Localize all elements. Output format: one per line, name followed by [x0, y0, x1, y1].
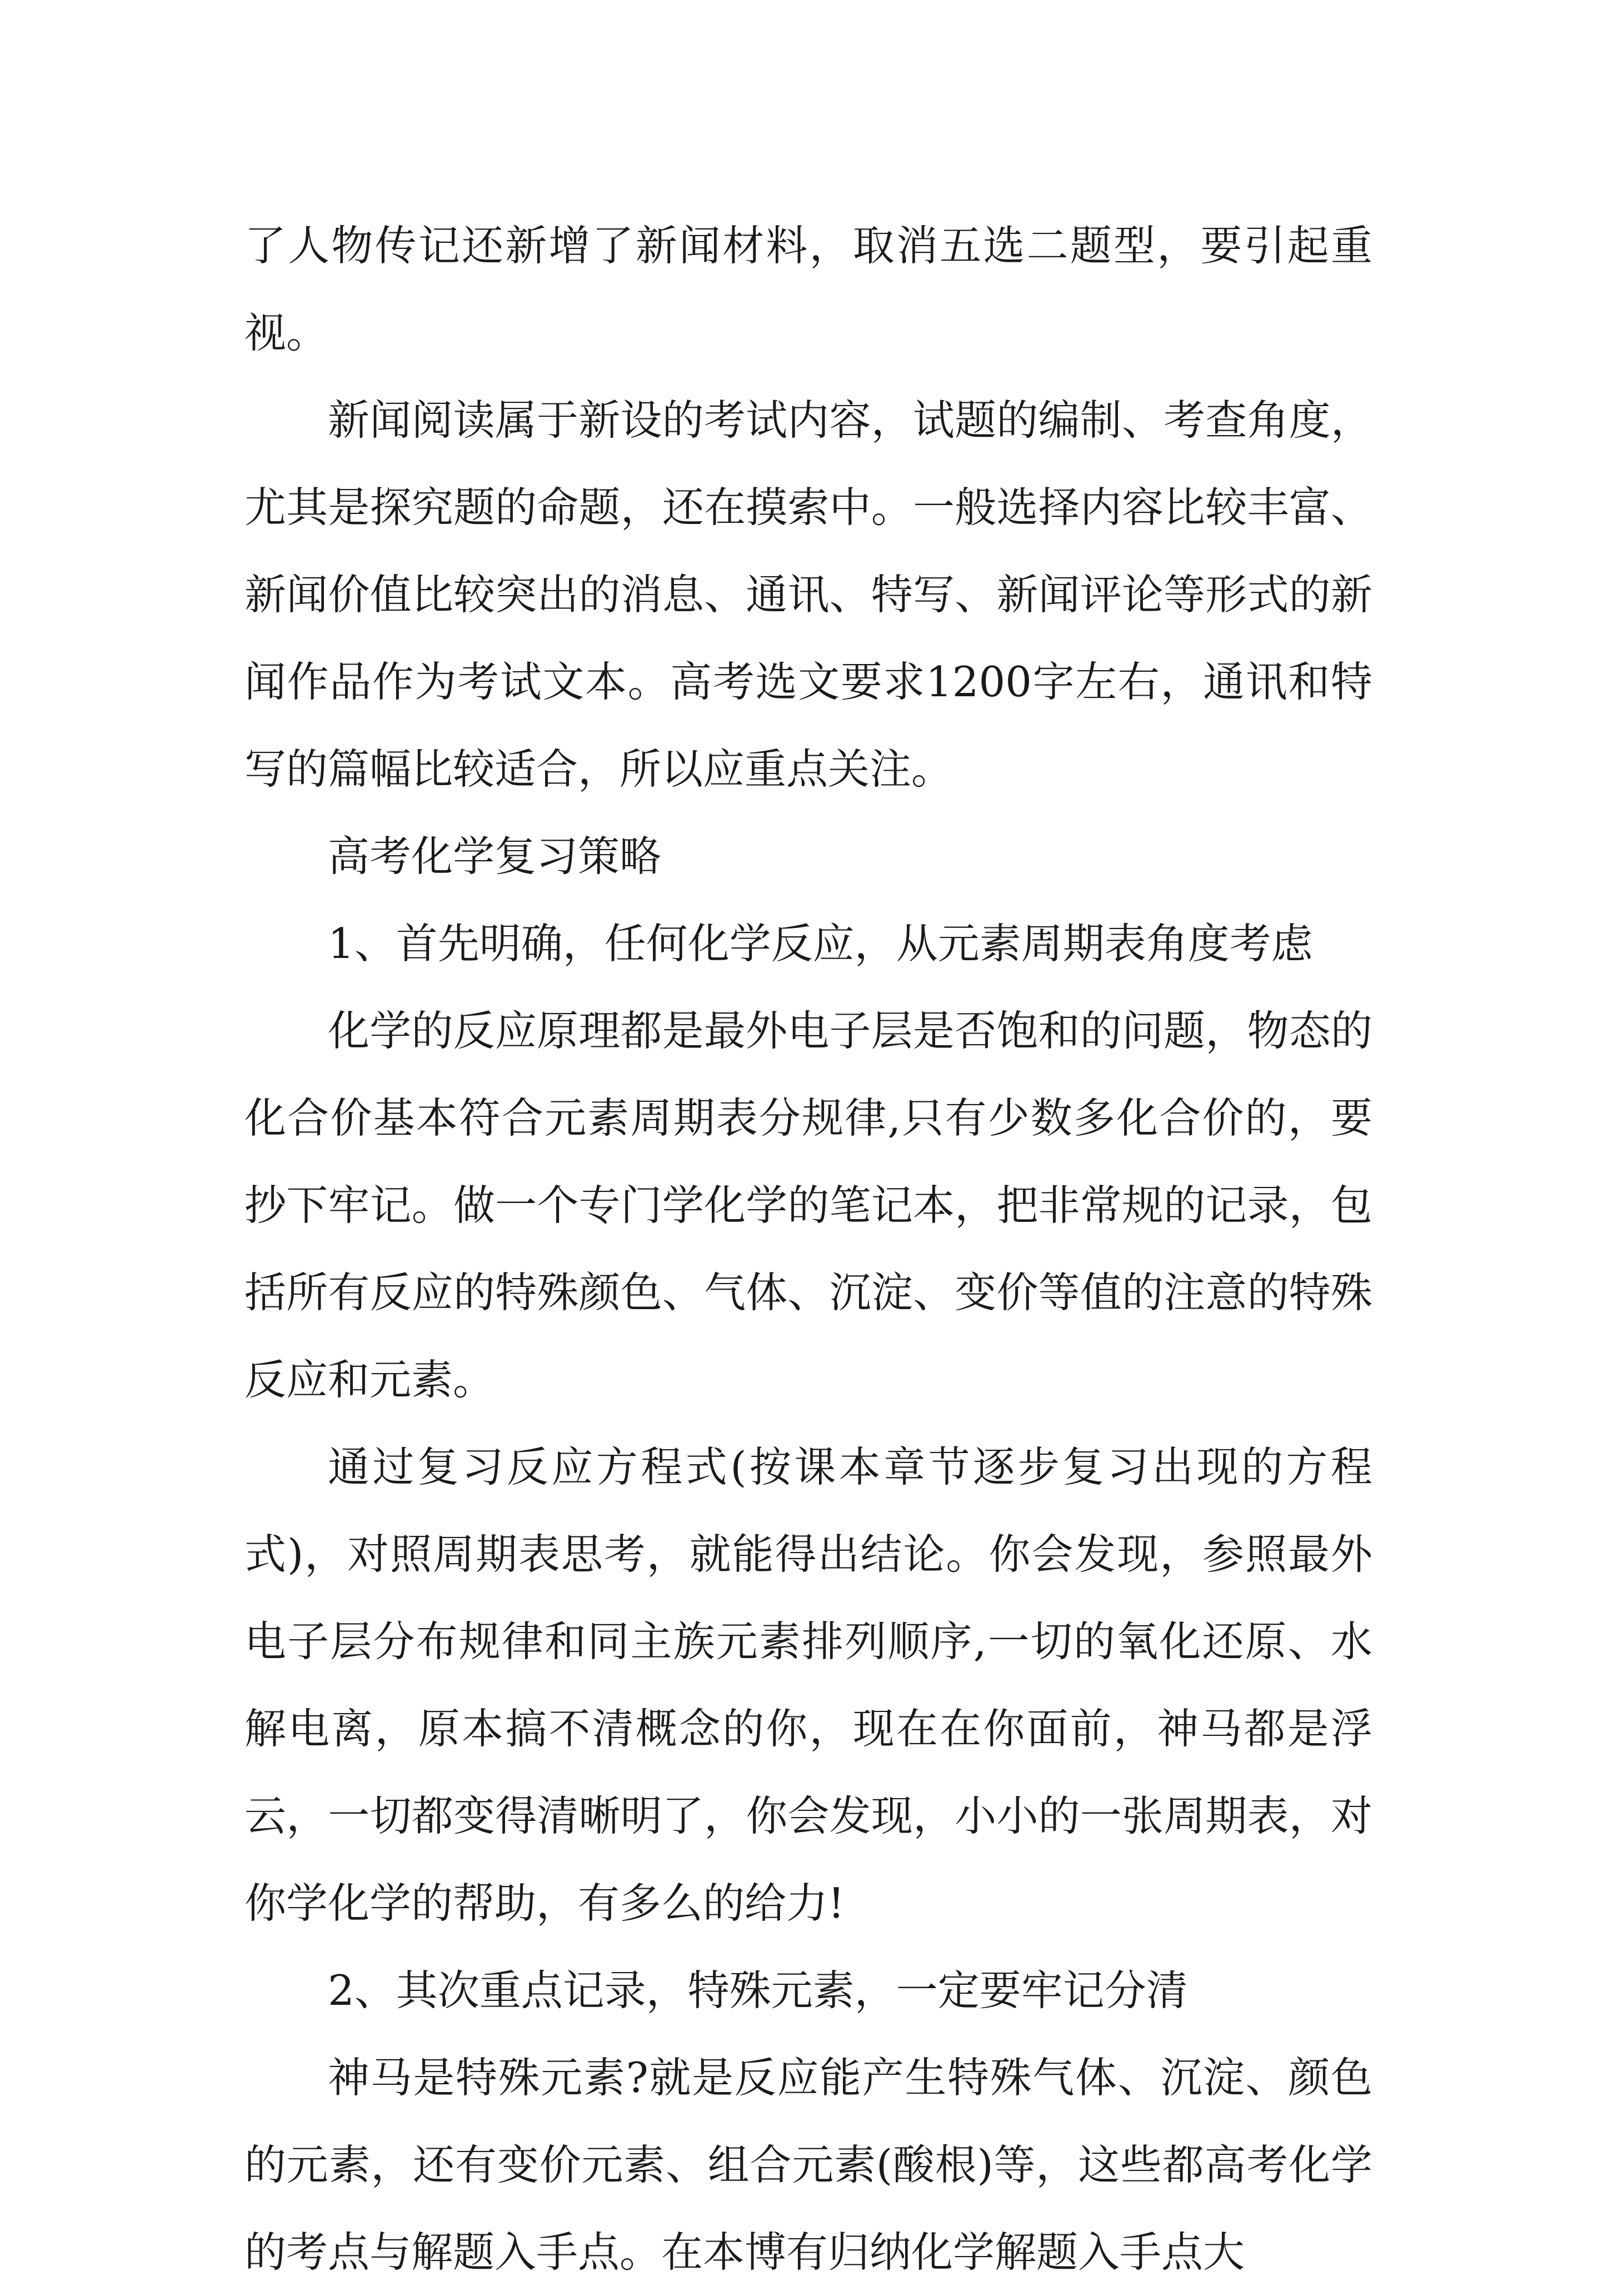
- paragraph-reaction-principle: 化学的反应原理都是最外电子层是否饱和的问题，物态的化合价基本符合元素周期表分规律,只有少数多化合价的，要抄下牢记。做一个专门学化学的笔记本，把非常规的记录，包括所有反应的特殊颜色、气体、沉淀、变价等值的注意的特殊反应和元素。: [244, 1006, 1372, 1404]
- paragraph-news-reading: 新闻阅读属于新设的考试内容，试题的编制、考查角度，尤其是探究题的命题，还在摸索中。一般选择内容比较丰富、新闻价值比较突出的消息、通讯、特写、新闻评论等形式的新闻作品作为考试文本。高考选文要求1200字左右，通讯和特写的篇幅比较适合，所以应重点关注。: [244, 396, 1372, 793]
- paragraph-special-elements: 神马是特殊元素?就是反应能产生特殊气体、沉淀、颜色的元素，还有变价元素、组合元素(酸根)等，这些都高考化学的考点与解题入手点。在本博有归纳化学解题入手点大: [244, 2053, 1372, 2277]
- subheading-point-2: 2、其次重点记录，特殊元素，一定要牢记分清: [328, 1966, 1188, 2015]
- section-heading-chemistry-strategy: 高考化学复习策略: [328, 832, 662, 881]
- document-body: [244, 202, 1372, 2296]
- subheading-point-1: 1、首先明确，任何化学反应，从元素周期表角度考虑: [328, 919, 1313, 968]
- paragraph-continuation: 了人物传记还新增了新闻材料，取消五选二题型，要引起重视。: [244, 221, 1372, 357]
- paragraph-review-equations: 通过复习反应方程式(按课本章节逐步复习出现的方程式)，对照周期表思考，就能得出结论。你会发现，参照最外电子层分布规律和同主族元素排列顺序,一切的氧化还原、水解电离，原本搞不清概念的你，现在在你面前，神马都是浮云，一切都变得清晰明了，你会发现，小小的一张周期表，对你学化学的帮助，有多么的给力!: [244, 1443, 1372, 1928]
